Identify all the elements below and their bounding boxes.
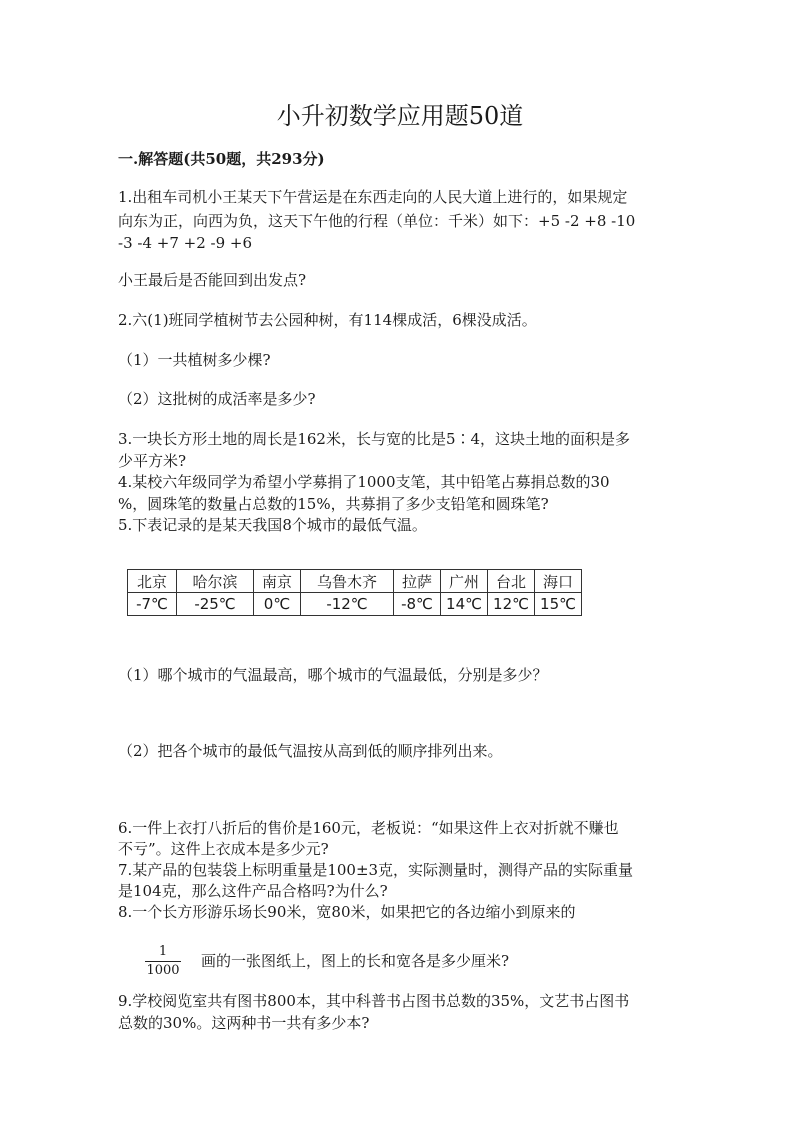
page-title: 小升初数学应用题50道 — [276, 102, 524, 130]
q1-question: 小王最后是否能回到出发点? — [118, 271, 307, 289]
q9-line-2: 总数的30%。这两种书一共有多少本? — [118, 1014, 370, 1032]
table-cell: 0℃ — [254, 593, 301, 616]
fraction-denominator: 1000 — [146, 963, 180, 978]
q6-line-1: 6.一件上衣打八折后的售价是160元，老板说：“如果这件上衣对折就不赚也 — [118, 819, 619, 837]
fraction — [143, 944, 183, 979]
table-row-temps — [128, 593, 582, 616]
q2-sub-2: （2）这批树的成活率是多少? — [118, 390, 316, 408]
table-cell: 南京 — [254, 570, 301, 593]
table-cell: 广州 — [441, 570, 488, 593]
table-cell: 乌鲁木齐 — [301, 570, 394, 593]
q3-line-1: 3.一块长方形土地的周长是162米，长与宽的比是5∶4，这块土地的面积是多 — [118, 430, 631, 448]
table-cell: 哈尔滨 — [177, 570, 254, 593]
q4-line-1: 4.某校六年级同学为希望小学募捐了1000支笔，其中铅笔占募捐总数的30 — [118, 473, 610, 491]
table-cell: -25℃ — [177, 593, 254, 616]
q1-line-3: -3 -4 +7 +2 -9 +6 — [118, 234, 253, 252]
table-cell: -12℃ — [301, 593, 394, 616]
table-row-cities — [128, 570, 582, 593]
table-cell: 海口 — [535, 570, 582, 593]
fraction-numerator: 1 — [158, 944, 168, 959]
table-cell: 14℃ — [441, 593, 488, 616]
table-cell: 北京 — [128, 570, 177, 593]
q8-line-1: 8.一个长方形游乐场长90米，宽80米，如果把它的各边缩小到原来的 — [118, 903, 576, 921]
q2-text: 2.六(1)班同学植树节去公园种树，有114棵成活，6棵没成活。 — [118, 311, 537, 329]
table-cell: 拉萨 — [394, 570, 441, 593]
q8-line-2: 画的一张图纸上，图上的长和宽各是多少厘米? — [201, 952, 510, 970]
table-cell: 15℃ — [535, 593, 582, 616]
q5-text: 5.下表记录的是某天我国8个城市的最低气温。 — [118, 516, 427, 534]
q7-line-2: 是104克，那么这件产品合格吗?为什么? — [118, 882, 388, 900]
fraction-bar — [145, 961, 181, 962]
table-cell: -7℃ — [128, 593, 177, 616]
q2-sub-1: （1）一共植树多少棵? — [118, 351, 271, 369]
q3-line-2: 少平方米? — [118, 452, 187, 470]
table-cell: 台北 — [488, 570, 535, 593]
temperature-table — [127, 569, 582, 616]
q5-sub-2: （2）把各个城市的最低气温按从高到低的顺序排列出来。 — [118, 742, 503, 760]
q9-line-1: 9.学校阅览室共有图书800本，其中科普书占图书总数的35%，文艺书占图书 — [118, 992, 630, 1010]
q7-line-1: 7.某产品的包装袋上标明重量是100±3克，实际测量时，测得产品的实际重量 — [118, 861, 634, 879]
section-heading: 一.解答题(共50题，共293分) — [118, 150, 325, 168]
table-cell: -8℃ — [394, 593, 441, 616]
q5-sub-1: （1）哪个城市的气温最高，哪个城市的气温最低，分别是多少？ — [118, 666, 548, 684]
table-cell: 12℃ — [488, 593, 535, 616]
q4-line-2: %，圆珠笔的数量占总数的15%，共募捐了多少支铅笔和圆珠笔? — [118, 495, 549, 513]
q1-line-2: 向东为正，向西为负，这天下午他的行程（单位：千米）如下：+5 -2 +8 -10 — [118, 212, 636, 230]
q6-line-2: 不亏”。这件上衣成本是多少元? — [118, 840, 329, 858]
q1-line-1: 1.出租车司机小王某天下午营运是在东西走向的人民大道上进行的，如果规定 — [118, 188, 628, 206]
